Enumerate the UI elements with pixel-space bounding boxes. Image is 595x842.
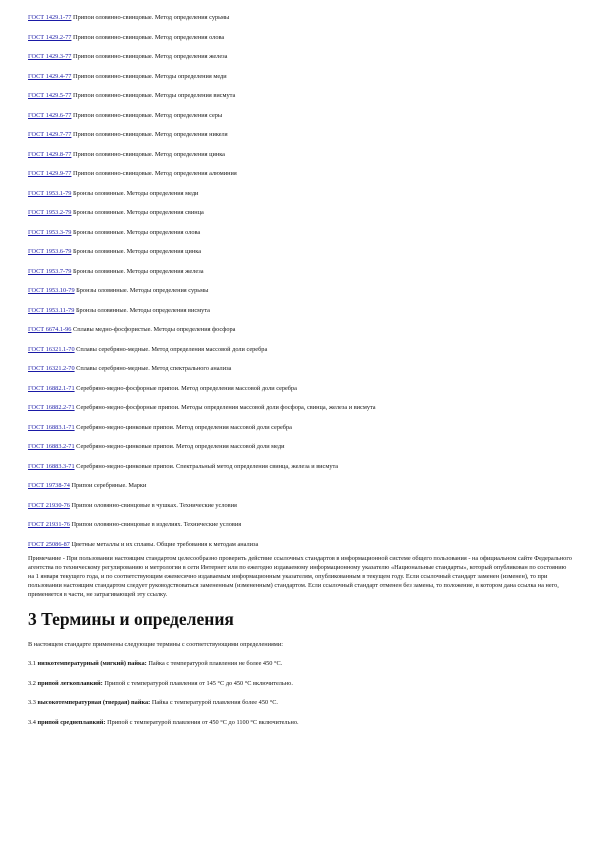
term-definition: Припой с температурой плавления от 145 °С до 450 °С включительно. <box>104 679 293 687</box>
standard-link[interactable]: ГОСТ 1953.11-79 <box>28 306 75 314</box>
term-item <box>28 659 573 668</box>
standard-title: Сплавы медно-фосфористые. Методы определения фосфора <box>73 326 236 333</box>
standard-title: Припои оловянно-свинцовые в изделиях. Технические условия <box>71 521 242 528</box>
standard-link[interactable]: ГОСТ 16883.3-71 <box>28 462 75 470</box>
standard-link[interactable]: ГОСТ 1429.6-77 <box>28 111 72 119</box>
standard-title: Припои оловянно-свинцовые. Метод определения серы <box>73 111 223 119</box>
term-item <box>28 718 573 727</box>
standard-link[interactable]: ГОСТ 1953.1-79 <box>28 189 72 197</box>
reference-item <box>28 423 573 432</box>
standard-link[interactable]: ГОСТ 1429.3-77 <box>28 53 72 60</box>
standard-link[interactable]: ГОСТ 1429.8-77 <box>28 150 72 158</box>
reference-item <box>28 52 573 61</box>
standard-title: Сплавы серебряно-медные. Метод определения массовой доли серебра <box>76 345 268 353</box>
term-number: 3.4 <box>28 718 36 726</box>
reference-item <box>28 384 573 393</box>
standard-title: Серебряно-медно-цинковые припои. Метод определения массовой доли серебра <box>76 423 292 431</box>
standard-title: Припои оловянно-свинцовые. Метод определения сурьмы <box>73 14 230 21</box>
standard-title: Бронзы оловянные. Методы определения меди <box>73 189 199 197</box>
reference-item <box>28 540 573 549</box>
standard-link[interactable]: ГОСТ 19738-74 <box>28 482 70 489</box>
reference-item <box>28 247 573 256</box>
term-number: 3.1 <box>28 660 36 668</box>
reference-item <box>28 403 573 412</box>
standard-link[interactable]: ГОСТ 16883.1-71 <box>28 423 75 431</box>
standard-link[interactable]: ГОСТ 1953.2-79 <box>28 209 72 216</box>
reference-item <box>28 442 573 451</box>
reference-item <box>28 364 573 373</box>
reference-item <box>28 169 573 178</box>
standard-title: Припои оловянно-свинцовые. Метод определения никеля <box>73 131 228 138</box>
standard-link[interactable]: ГОСТ 1429.5-77 <box>28 92 72 99</box>
reference-item <box>28 267 573 276</box>
reference-item <box>28 189 573 198</box>
standard-link[interactable]: ГОСТ 16321.2-70 <box>28 365 75 372</box>
standard-title: Припои оловянно-свинцовые. Метод определения алюминия <box>73 170 237 177</box>
standard-title: Бронзы оловянные. Методы определения сурьмы <box>76 287 209 294</box>
reference-item <box>28 325 573 334</box>
reference-item <box>28 481 573 490</box>
standard-link[interactable]: ГОСТ 1429.7-77 <box>28 131 72 138</box>
standard-link[interactable]: ГОСТ 1953.3-79 <box>28 228 72 236</box>
section-title: 3 Термины и определения <box>28 608 234 629</box>
standard-title: Припои оловянно-свинцовые. Метод определения цинка <box>73 150 225 158</box>
reference-item <box>28 130 573 139</box>
document-page <box>28 13 573 737</box>
reference-item <box>28 150 573 159</box>
term-definition: Припой с температурой плавления от 450 °С до 1100 °С включительно. <box>107 718 299 726</box>
standard-title: Бронзы оловянные. Методы определения висмута <box>75 306 210 314</box>
references-note: Примечание - При пользовании настоящим стандартом целесообразно проверить действие ссылочных стандартов в информационной системе общего пользования - на официальном сайте Федерального агентства по техническому регулированию и метрологии в сети Интернет или по ежегодно издаваемому информационному указателю «Национальные стандарты», который опубликован по состоянию на 1 января текущего года, и по соответствующим ежемесячно издаваемым информационным указателям, опубликованным в текущем году. Если ссылочный стандарт заменен (изменен), то при пользовании настоящим стандартом следует руководствоваться замененным (измененным) стандартом. Если ссылочный стандарт отменен без замены, то положение, в котором дана ссылка на него, применяется в части, не затрагивающей эту ссылку. <box>28 555 572 598</box>
standard-title: Серебряно-медно-цинковые припои. Метод определения массовой доли меди <box>76 443 285 450</box>
standard-title: Цветные металлы и их сплавы. Общие требования к методам анализа <box>71 540 259 548</box>
term-name: припой легкоплавкий: <box>37 679 103 687</box>
normative-references-list <box>28 13 573 549</box>
standard-link[interactable]: ГОСТ 1429.2-77 <box>28 33 72 41</box>
term-name: припой среднеплавкий: <box>37 718 106 726</box>
standard-link[interactable]: ГОСТ 16882.2-71 <box>28 404 75 411</box>
standard-link[interactable]: ГОСТ 1429.9-77 <box>28 170 72 177</box>
standard-title: Сплавы серебряно-медные. Метод спектрального анализа <box>76 365 232 372</box>
standard-title: Припои оловянно-свинцовые. Методы определения висмута <box>73 92 236 99</box>
standard-title: Бронзы оловянные. Методы определения свинца <box>73 209 204 216</box>
reference-item <box>28 111 573 120</box>
standard-link[interactable]: ГОСТ 16882.1-71 <box>28 384 75 392</box>
term-item <box>28 698 573 707</box>
standard-title: Серебряно-медно-цинковые припои. Спектральный метод определения свинца, железа и висмута <box>76 462 339 470</box>
reference-item <box>28 520 573 529</box>
standard-title: Бронзы оловянные. Методы определения цинка <box>73 248 202 255</box>
reference-item <box>28 501 573 510</box>
standard-title: Припои оловянно-свинцовые. Методы определения меди <box>73 72 227 80</box>
reference-item <box>28 33 573 42</box>
standard-title: Серебряно-медно-фосфорные припои. Метод определения массовой доли серебра <box>76 384 297 392</box>
term-name: низкотемпературный (мягкий) пайка: <box>37 660 147 668</box>
term-number: 3.3 <box>28 699 36 707</box>
standard-link[interactable]: ГОСТ 16321.1-70 <box>28 345 75 353</box>
reference-item <box>28 72 573 81</box>
reference-item <box>28 13 573 22</box>
standard-title: Припои оловянно-свинцовые в чушках. Технические условия <box>71 501 237 509</box>
standard-title: Припои оловянно-свинцовые. Метод определения железа <box>73 53 228 60</box>
standard-title: Припои оловянно-свинцовые. Метод определения олова <box>73 33 225 41</box>
term-definition: Пайка с температурой плавления не более 450 °С. <box>148 660 283 668</box>
standard-link[interactable]: ГОСТ 1953.6-79 <box>28 248 72 255</box>
term-definition: Пайка с температурой плавления более 450 °С. <box>151 699 278 707</box>
reference-item <box>28 345 573 354</box>
standard-link[interactable]: ГОСТ 21931-76 <box>28 521 70 528</box>
standard-link[interactable]: ГОСТ 21930-76 <box>28 501 70 509</box>
standard-title: Бронзы оловянные. Методы определения железа <box>73 267 204 275</box>
standard-link[interactable]: ГОСТ 6674.1-96 <box>28 326 72 333</box>
reference-item <box>28 306 573 315</box>
standard-title: Припои серебряные. Марки <box>71 482 147 489</box>
reference-item <box>28 228 573 237</box>
reference-item <box>28 91 573 100</box>
term-name: высокотемпературная (твердая) пайка: <box>37 699 151 707</box>
reference-item <box>28 286 573 295</box>
section-intro: В настоящем стандарте применены следующие термины с соответствующими определениями: <box>28 640 283 648</box>
standard-link[interactable]: ГОСТ 1953.7-79 <box>28 267 72 275</box>
terms-list <box>28 659 573 727</box>
standard-link[interactable]: ГОСТ 1429.4-77 <box>28 72 72 80</box>
standard-title: Серебряно-медно-фосфорные припои. Методы определения массовой доли фосфора, свинца, железа и висмута <box>76 404 376 411</box>
standard-link[interactable]: ГОСТ 16883.2-71 <box>28 443 75 450</box>
reference-item <box>28 208 573 217</box>
term-item <box>28 679 573 688</box>
standard-link[interactable]: ГОСТ 1953.10-79 <box>28 287 75 294</box>
reference-item <box>28 462 573 471</box>
term-number: 3.2 <box>28 679 36 687</box>
standard-link[interactable]: ГОСТ 1429.1-77 <box>28 14 72 21</box>
standard-link[interactable]: ГОСТ 25086-87 <box>28 540 70 548</box>
standard-title: Бронзы оловянные. Методы определения олова <box>73 228 201 236</box>
